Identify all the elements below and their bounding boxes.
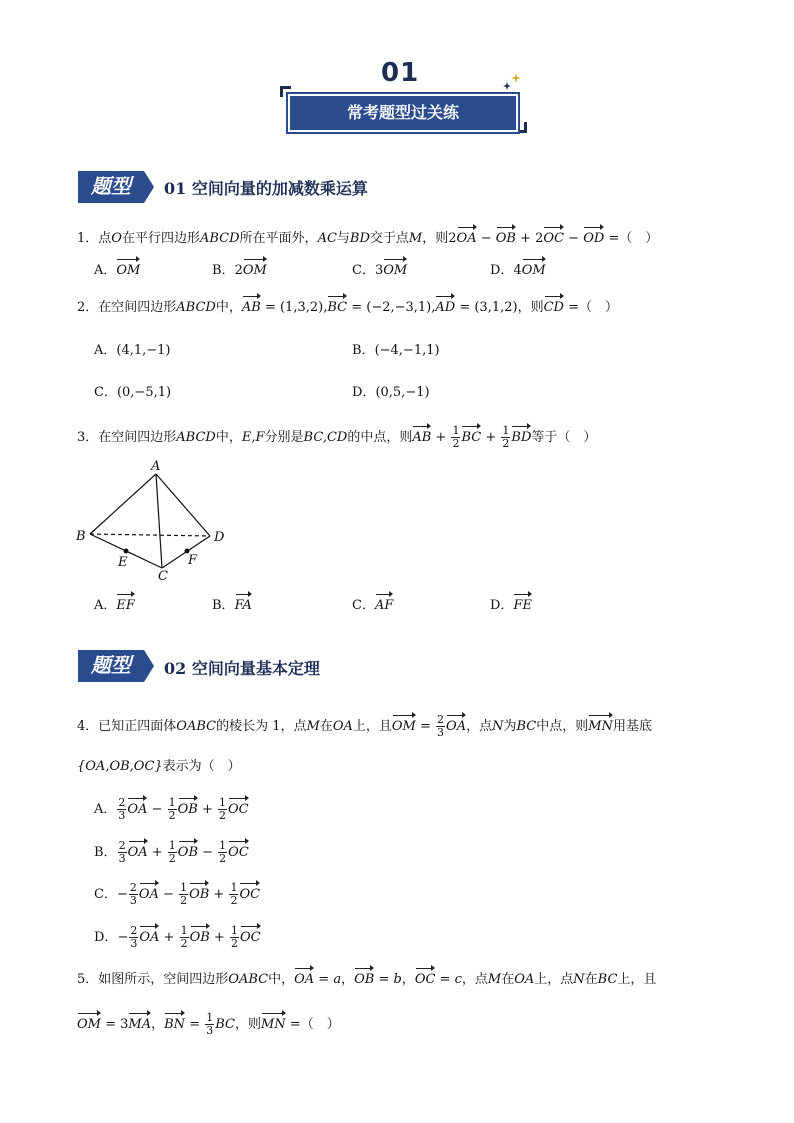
inline-text: 1 — [230, 924, 238, 937]
vector: OA — [294, 972, 315, 987]
question-text: =（ ） — [285, 1017, 340, 1032]
inline-text: 2 — [118, 839, 126, 852]
inline-text: + — [209, 887, 229, 902]
vertex-b-label: B — [76, 529, 86, 544]
vector: CD — [543, 300, 564, 315]
vertex-a-label: A — [151, 459, 161, 474]
math-op: + 2 — [515, 231, 544, 246]
inline-text: 4 — [513, 263, 522, 278]
question-text: 等于（ ） — [531, 430, 597, 445]
inline-text: − — [147, 802, 167, 817]
question-text: ，则 — [234, 1017, 261, 1032]
section-number: 01 — [164, 179, 187, 198]
question-3 — [77, 425, 596, 450]
question-text: 在平行四边形 — [121, 231, 200, 246]
inline-text: OB — [189, 887, 210, 902]
inline-text: + — [209, 930, 229, 945]
vector: OB — [354, 972, 375, 987]
question-number: 4． — [77, 719, 99, 734]
question-text: 交于点 — [369, 231, 409, 246]
vector: BC — [327, 300, 348, 315]
vector: OA — [446, 719, 467, 734]
inline-text: C． — [94, 385, 117, 400]
inline-text: 2 — [230, 937, 238, 950]
math-var: M — [487, 972, 502, 987]
inline-text: 2 — [129, 881, 137, 894]
option-a[interactable] — [94, 797, 249, 822]
vector: FA — [234, 598, 252, 613]
inline-text: OC — [239, 887, 261, 902]
inline-text: D． — [352, 385, 376, 400]
question-text: 上，且 — [617, 972, 657, 987]
option-c[interactable] — [94, 384, 171, 402]
inline-text: 2 — [230, 894, 238, 907]
fraction — [436, 714, 445, 739]
section-title — [164, 176, 368, 199]
question-text: 所在平面外， — [239, 231, 318, 246]
math-var: OA — [332, 719, 353, 734]
inline-text: 1 — [180, 924, 188, 937]
option-d[interactable] — [490, 597, 532, 615]
inline-text: C． — [352, 598, 375, 613]
inline-text: + — [159, 930, 179, 945]
inline-text: OC — [228, 802, 249, 817]
section-title-text: 空间向量基本定理 — [191, 659, 320, 678]
inline-text: − — [158, 887, 179, 902]
inline-text: 2 — [180, 937, 188, 950]
question-text: =（ ） — [604, 231, 659, 246]
inline-text: (4,1,−1) — [116, 343, 171, 358]
question-number: 3． — [77, 430, 99, 445]
inline-text: + — [147, 845, 167, 860]
inline-text: OA — [139, 930, 160, 945]
vector: AD — [435, 300, 456, 315]
section-title — [164, 656, 320, 679]
vertex-d-label: D — [214, 530, 225, 545]
inline-text: 3 — [129, 894, 137, 907]
question-text: 点 — [98, 231, 112, 246]
section-tag-label: 题型 — [78, 171, 144, 201]
option-b[interactable] — [212, 597, 252, 615]
question-text: 在 — [584, 972, 598, 987]
math-value: = 3 — [100, 1017, 129, 1032]
question-text: 上，且 — [352, 719, 392, 734]
inline-text: 3 — [437, 726, 445, 739]
math-op: = — [185, 1017, 205, 1032]
math-value: = b — [374, 972, 402, 987]
question-text: 的棱长为 1，点 — [216, 719, 307, 734]
vector: AF — [374, 598, 394, 613]
inline-text: OA — [127, 802, 148, 817]
question-text: 如图所示，空间四边形 — [98, 972, 229, 987]
math-var: N — [492, 719, 504, 734]
math-var: BC — [215, 1017, 235, 1032]
question-text: 中， — [215, 430, 242, 445]
section-number: 02 — [164, 659, 187, 678]
vector: BN — [164, 1017, 186, 1032]
vector: OM — [116, 263, 141, 278]
vector: EF — [116, 598, 135, 613]
inline-text: (0,5,−1) — [375, 385, 430, 400]
inline-text: D． — [94, 930, 118, 945]
question-text: 在 — [319, 719, 333, 734]
math-value: = c — [435, 972, 462, 987]
vector: OM — [383, 263, 408, 278]
math-var: ABCD — [176, 430, 216, 445]
inline-text: 2 — [130, 924, 138, 937]
point-e-label: E — [118, 555, 128, 570]
inline-text: OA — [127, 845, 148, 860]
question-text: 的中点，则 — [347, 430, 413, 445]
question-text: 已知正四面体 — [98, 719, 177, 734]
inline-text: A． — [94, 802, 117, 817]
basis-set: {OA,OB,OC} — [77, 759, 163, 774]
option-a[interactable] — [94, 262, 140, 280]
vertex-c-label: C — [158, 569, 168, 584]
inline-text: C． — [94, 887, 117, 902]
question-text: =（ ） — [563, 300, 619, 315]
header-number: 01 — [381, 58, 420, 88]
option-b[interactable] — [212, 262, 267, 280]
inline-text: 2 — [180, 894, 188, 907]
question-text: 在空间四边形 — [98, 300, 177, 315]
option-c[interactable] — [352, 597, 393, 615]
vector: MN — [588, 719, 613, 734]
question-text: ，点 — [466, 719, 493, 734]
section-tag-label: 题型 — [78, 650, 144, 680]
inline-text: 1 — [452, 424, 460, 437]
inline-text: − — [117, 930, 129, 945]
math-value: = (3,1,2) — [455, 300, 518, 315]
vector: BC — [461, 430, 482, 445]
math-var: BC,CD — [303, 430, 348, 445]
inline-text: 3 — [374, 263, 384, 278]
inline-text: 3 — [118, 852, 126, 865]
question-text: 中点，则 — [536, 719, 589, 734]
inline-text: OB — [177, 845, 198, 860]
inline-text: 3 — [118, 809, 126, 822]
math-var: O — [111, 231, 122, 246]
question-1 — [77, 230, 658, 248]
option-a[interactable] — [94, 597, 135, 615]
option-c[interactable] — [352, 262, 407, 280]
inline-text: − — [198, 845, 218, 860]
inline-text: B． — [212, 598, 235, 613]
inline-text: D． — [490, 263, 514, 278]
fraction — [501, 425, 510, 450]
math-op: = — [415, 719, 436, 734]
fraction — [205, 1012, 214, 1037]
math-value: = a — [314, 972, 342, 987]
inline-text: 1 — [180, 881, 188, 894]
inline-text: B． — [94, 845, 117, 860]
math-var: BD — [349, 231, 370, 246]
option-d[interactable] — [94, 925, 261, 950]
question-number: 5． — [77, 972, 99, 987]
math-var: ABCD — [199, 231, 240, 246]
header-banner: 常考题型过关练 — [288, 94, 518, 132]
vector: OC — [414, 972, 436, 987]
math-op: − — [564, 231, 584, 246]
point-f-label: F — [188, 553, 198, 568]
option-b[interactable] — [94, 840, 249, 865]
question-text: ，则 — [422, 231, 449, 246]
inline-text: 1 — [219, 839, 227, 852]
math-var: BC — [516, 719, 537, 734]
inline-text: A． — [94, 343, 117, 358]
math-op: + — [481, 430, 501, 445]
math-var: OA — [514, 972, 535, 987]
inline-text: 2 — [452, 437, 460, 450]
sparkle-icon — [500, 70, 524, 94]
inline-text: 3 — [206, 1024, 214, 1037]
question-4 — [77, 714, 652, 739]
inline-text: 3 — [130, 937, 138, 950]
question-text: 中， — [268, 972, 295, 987]
inline-text: 2 — [168, 852, 176, 865]
math-value: = (1,3,2), — [260, 300, 328, 315]
question-text: 分别是 — [264, 430, 304, 445]
inline-text: 2 — [219, 852, 227, 865]
vector: OM — [391, 719, 416, 734]
inline-text: − — [116, 887, 128, 902]
inline-text: B． — [212, 263, 235, 278]
question-2 — [77, 299, 618, 317]
section-title-text: 空间向量的加减数乘运算 — [191, 179, 368, 198]
option-a[interactable] — [94, 342, 171, 360]
question-number: 1． — [77, 231, 99, 246]
option-d[interactable] — [490, 262, 546, 280]
inline-text: 1 — [168, 796, 176, 809]
vector: OM — [77, 1017, 101, 1032]
question-text: 表示为（ ） — [162, 759, 241, 774]
math-var: M — [306, 719, 320, 734]
question-text: ，点 — [461, 972, 488, 987]
inline-text: 1 — [219, 796, 226, 809]
inline-text: 1 — [168, 839, 176, 852]
option-b[interactable] — [352, 342, 440, 360]
vector: MN — [261, 1017, 286, 1032]
inline-text: OC — [228, 845, 249, 860]
tetrahedron-figure — [72, 456, 242, 586]
question-text: 用基底 — [612, 719, 652, 734]
question-text: 中， — [215, 300, 242, 315]
inline-text: 2 — [502, 437, 510, 450]
math-var: BC — [597, 972, 618, 987]
inline-text: 1 — [206, 1011, 214, 1024]
inline-text: 2 — [219, 809, 226, 822]
vector: OA — [456, 231, 477, 246]
question-text: 上，点 — [534, 972, 574, 987]
question-5-line-2: OM = 3MA，BN = $\frac{1}{3}$ BC，则MN =（ ） — [77, 1011, 340, 1037]
inline-text: 2 — [118, 796, 126, 809]
question-4-line-2 — [77, 758, 241, 776]
vector: MA — [128, 1017, 152, 1032]
math-op: − — [476, 231, 496, 246]
question-text: 与 — [336, 231, 350, 246]
inline-text: 1 — [502, 424, 510, 437]
math-op: + — [431, 430, 451, 445]
question-text: ，则 — [517, 300, 544, 315]
section-tag — [78, 650, 154, 682]
question-text: 为 — [503, 719, 517, 734]
fraction — [451, 425, 460, 450]
inline-text: A． — [94, 598, 117, 613]
inline-text: D． — [490, 598, 514, 613]
option-d[interactable] — [352, 384, 430, 402]
inline-text: OB — [177, 802, 198, 817]
math-var: M — [408, 231, 423, 246]
vector: OD — [583, 231, 605, 246]
vector: AB — [412, 430, 432, 445]
inline-text: (−4,−1,1) — [374, 343, 440, 358]
inline-text: C． — [352, 263, 375, 278]
math-var: AC — [317, 231, 337, 246]
inline-text: OC — [239, 930, 261, 945]
inline-text: OA — [138, 887, 159, 902]
math-var: N — [573, 972, 585, 987]
inline-text: A． — [94, 263, 117, 278]
inline-text: B． — [352, 343, 375, 358]
math-var: ABCD — [176, 300, 216, 315]
vector: FE — [513, 598, 532, 613]
inline-text: 1 — [230, 881, 238, 894]
inline-text: OB — [189, 930, 210, 945]
vector: OM — [242, 263, 267, 278]
question-text: 在 — [501, 972, 515, 987]
vector: OM — [521, 263, 546, 278]
math-var: E,F — [241, 430, 265, 445]
inline-text: (0,−5,1) — [116, 385, 172, 400]
question-text: 在空间四边形 — [98, 430, 177, 445]
math-var: OABC — [176, 719, 217, 734]
inline-text: 2 — [168, 809, 176, 822]
section-tag — [78, 171, 154, 203]
inline-text: + — [197, 802, 217, 817]
math-coef: 2 — [448, 231, 457, 246]
math-var: OABC — [228, 972, 269, 987]
option-c[interactable] — [94, 882, 260, 907]
question-5: 5．如图所示，空间四边形OABC中，OA = a，OB = b，OC = c，点M在OA上，点N在BC上，且 — [77, 972, 657, 987]
inline-text: 2 — [437, 713, 445, 726]
math-value: = (−2,−3,1), — [347, 300, 436, 315]
inline-text: 2 — [234, 263, 243, 278]
vector: OB — [495, 231, 516, 246]
question-number: 2． — [77, 300, 99, 315]
vector: AB — [241, 300, 261, 315]
vector: BD — [511, 430, 532, 445]
vector: OC — [543, 231, 565, 246]
